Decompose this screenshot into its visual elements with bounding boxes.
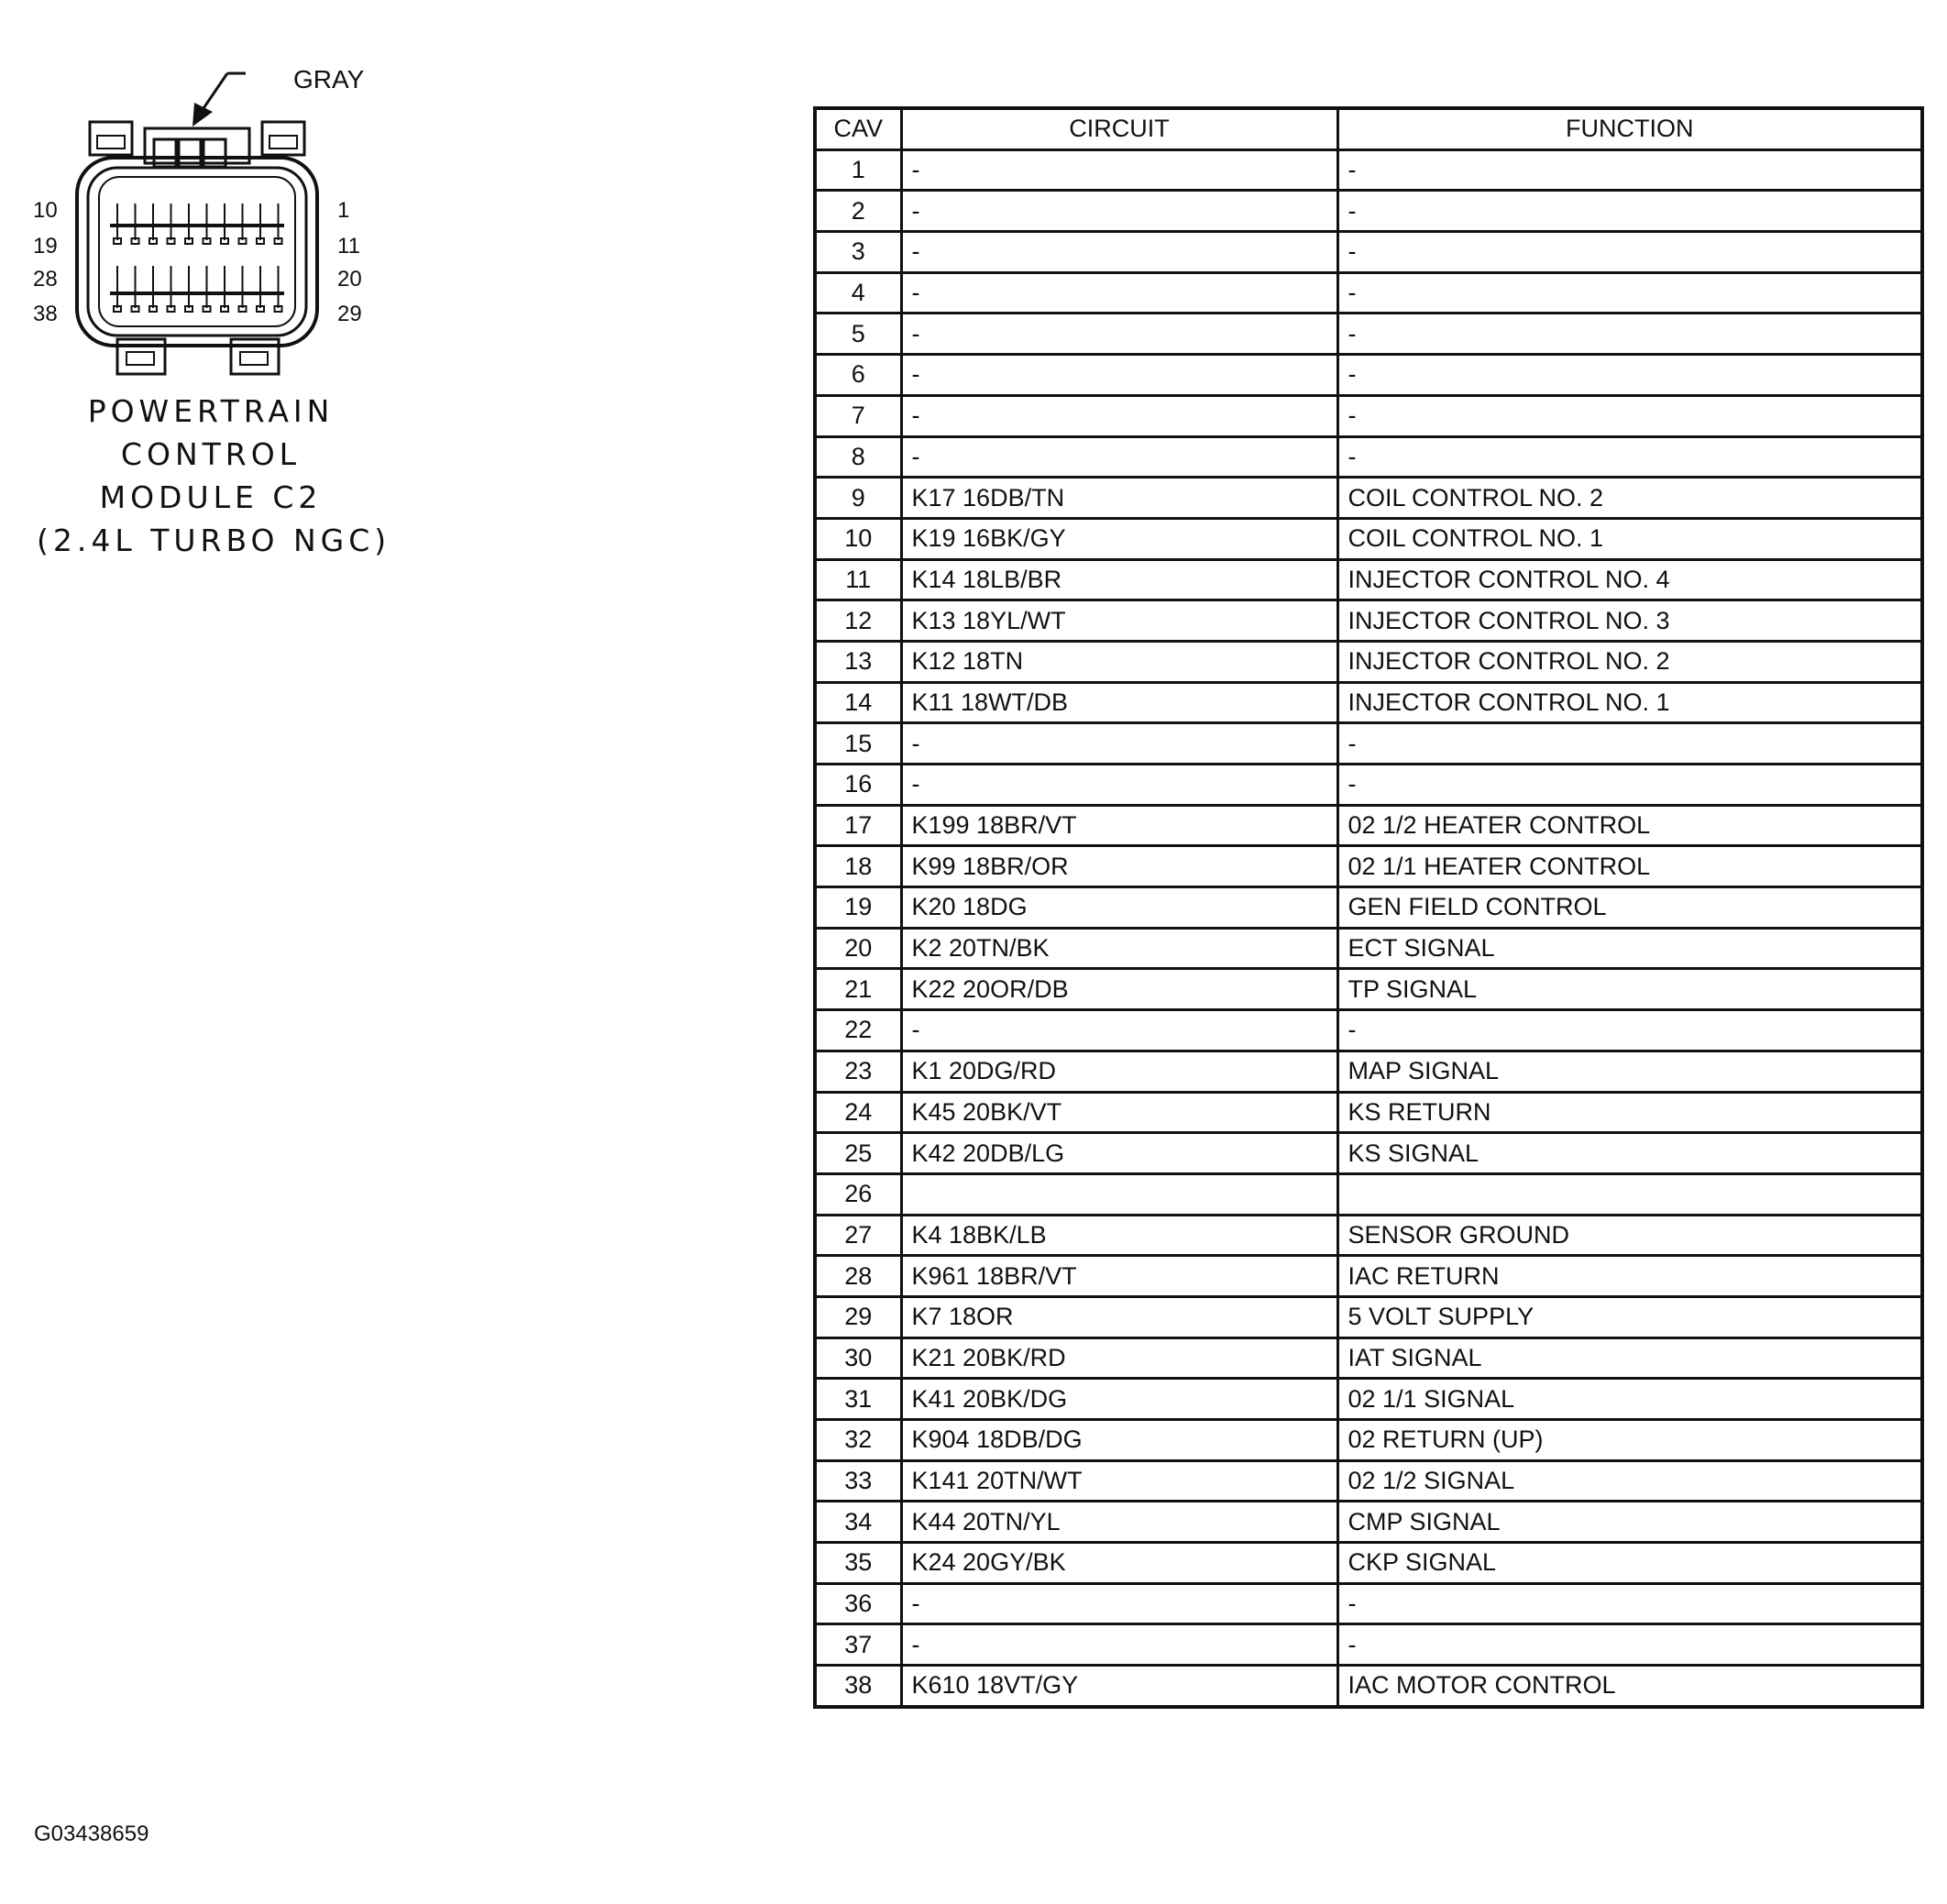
circuit-cell: K41 20BK/DG	[901, 1379, 1337, 1420]
pin-label-38: 38	[33, 302, 58, 326]
function-cell: 02 1/2 SIGNAL	[1337, 1460, 1922, 1502]
table-row	[815, 846, 1922, 887]
header-circuit: CIRCUIT	[901, 108, 1337, 149]
pinout-table	[813, 106, 1924, 1709]
figure-id: G03438659	[34, 1821, 149, 1846]
circuit-cell: -	[901, 1010, 1337, 1051]
circuit-cell: -	[901, 765, 1337, 806]
table-row	[815, 1215, 1922, 1256]
connector-pin-tip	[132, 238, 139, 244]
connector-pin-tip	[168, 238, 175, 244]
table-row	[815, 928, 1922, 969]
table-row	[815, 1092, 1922, 1133]
gray-callout-arrow	[200, 73, 246, 114]
circuit-cell: K904 18DB/DG	[901, 1420, 1337, 1461]
function-cell: -	[1337, 723, 1922, 765]
pin-label-19: 19	[33, 234, 58, 259]
table-row	[815, 1256, 1922, 1297]
circuit-cell: K199 18BR/VT	[901, 805, 1337, 846]
circuit-cell: K17 16DB/TN	[901, 478, 1337, 519]
function-cell: -	[1337, 355, 1922, 396]
cav-cell: 26	[815, 1173, 901, 1215]
function-cell: -	[1337, 232, 1922, 273]
table-row	[815, 478, 1922, 519]
table-header-row	[815, 108, 1922, 149]
gray-callout-label: GRAY	[293, 65, 365, 94]
table-row	[815, 436, 1922, 478]
cav-cell: 13	[815, 641, 901, 682]
cav-cell: 30	[815, 1337, 901, 1379]
cav-cell: 2	[815, 191, 901, 232]
table-row	[815, 1420, 1922, 1461]
connector-pin-tip	[114, 306, 121, 312]
cav-cell: 27	[815, 1215, 901, 1256]
cav-cell: 19	[815, 887, 901, 929]
table-row	[815, 641, 1922, 682]
function-cell: -	[1337, 149, 1922, 191]
function-cell: COIL CONTROL NO. 1	[1337, 518, 1922, 559]
cav-cell: 31	[815, 1379, 901, 1420]
connector-pin-tip	[275, 238, 282, 244]
table-row	[815, 765, 1922, 806]
connector-pin-tip	[275, 306, 282, 312]
cav-cell: 3	[815, 232, 901, 273]
function-cell: MAP SIGNAL	[1337, 1051, 1922, 1092]
cav-cell: 35	[815, 1543, 901, 1584]
circuit-cell: K610 18VT/GY	[901, 1666, 1337, 1707]
connector-pin-tip	[204, 238, 211, 244]
function-cell: IAC MOTOR CONTROL	[1337, 1666, 1922, 1707]
connector-pin-tip	[185, 306, 192, 312]
connector-pin-tip	[239, 238, 247, 244]
circuit-cell: -	[901, 1624, 1337, 1666]
table-row	[815, 314, 1922, 355]
function-cell: INJECTOR CONTROL NO. 1	[1337, 682, 1922, 723]
table-row	[815, 395, 1922, 436]
cav-cell: 1	[815, 149, 901, 191]
circuit-cell: K7 18OR	[901, 1296, 1337, 1337]
function-cell: KS SIGNAL	[1337, 1133, 1922, 1174]
connector-pin-tip	[204, 306, 211, 312]
function-cell: TP SIGNAL	[1337, 969, 1922, 1010]
circuit-cell: K4 18BK/LB	[901, 1215, 1337, 1256]
cav-cell: 5	[815, 314, 901, 355]
table-row	[815, 1051, 1922, 1092]
cav-cell: 29	[815, 1296, 901, 1337]
function-cell: -	[1337, 1010, 1922, 1051]
pin-label-29: 29	[337, 302, 362, 326]
circuit-cell: K99 18BR/OR	[901, 846, 1337, 887]
table-row	[815, 191, 1922, 232]
callout-arrowhead	[192, 103, 213, 127]
function-cell: 02 1/1 SIGNAL	[1337, 1379, 1922, 1420]
header-cav: CAV	[815, 108, 901, 149]
circuit-cell	[901, 1173, 1337, 1215]
circuit-cell: -	[901, 314, 1337, 355]
connector-housing	[77, 158, 317, 346]
function-cell: SENSOR GROUND	[1337, 1215, 1922, 1256]
function-cell: 02 1/1 HEATER CONTROL	[1337, 846, 1922, 887]
table-row	[815, 518, 1922, 559]
pin-label-28: 28	[33, 267, 58, 292]
function-cell: -	[1337, 272, 1922, 314]
cav-cell: 36	[815, 1583, 901, 1624]
connector-pin-tip	[221, 238, 228, 244]
function-cell: KS RETURN	[1337, 1092, 1922, 1133]
circuit-cell: K11 18WT/DB	[901, 682, 1337, 723]
cav-cell: 28	[815, 1256, 901, 1297]
function-cell: INJECTOR CONTROL NO. 4	[1337, 559, 1922, 600]
table-row	[815, 1543, 1922, 1584]
circuit-cell: K961 18BR/VT	[901, 1256, 1337, 1297]
table-row	[815, 682, 1922, 723]
table-row	[815, 272, 1922, 314]
cav-cell: 33	[815, 1460, 901, 1502]
title-line-4: (2.4L TURBO NGC)	[37, 523, 391, 558]
connector-pin-tip	[257, 306, 264, 312]
table-row	[815, 600, 1922, 642]
function-cell: CMP SIGNAL	[1337, 1502, 1922, 1543]
circuit-cell: K141 20TN/WT	[901, 1460, 1337, 1502]
function-cell: IAC RETURN	[1337, 1256, 1922, 1297]
cav-cell: 7	[815, 395, 901, 436]
circuit-cell: K42 20DB/LG	[901, 1133, 1337, 1174]
pin-label-10: 10	[33, 198, 58, 223]
pin-label-1: 1	[337, 198, 350, 223]
cav-cell: 37	[815, 1624, 901, 1666]
table-row	[815, 1379, 1922, 1420]
function-cell: 02 RETURN (UP)	[1337, 1420, 1922, 1461]
cav-cell: 25	[815, 1133, 901, 1174]
connector-pin-tip	[239, 306, 247, 312]
table-row	[815, 355, 1922, 396]
connector-pin-tip	[114, 238, 121, 244]
cav-cell: 38	[815, 1666, 901, 1707]
circuit-cell: K19 16BK/GY	[901, 518, 1337, 559]
circuit-cell: -	[901, 436, 1337, 478]
function-cell: -	[1337, 1624, 1922, 1666]
cav-cell: 15	[815, 723, 901, 765]
cav-cell: 9	[815, 478, 901, 519]
circuit-cell: -	[901, 191, 1337, 232]
cav-cell: 4	[815, 272, 901, 314]
pin-label-20: 20	[337, 267, 362, 292]
cav-cell: 11	[815, 559, 901, 600]
connector-pin-tip	[221, 306, 228, 312]
table-row	[815, 1460, 1922, 1502]
table-row	[815, 1296, 1922, 1337]
pin-label-11: 11	[337, 234, 360, 259]
circuit-cell: K24 20GY/BK	[901, 1543, 1337, 1584]
function-cell: -	[1337, 191, 1922, 232]
connector-pin-tip	[132, 306, 139, 312]
circuit-cell: K22 20OR/DB	[901, 969, 1337, 1010]
function-cell: -	[1337, 395, 1922, 436]
table-row	[815, 232, 1922, 273]
connector-title	[37, 390, 391, 562]
circuit-cell: -	[901, 232, 1337, 273]
function-cell: -	[1337, 314, 1922, 355]
table-row	[815, 887, 1922, 929]
circuit-cell: K21 20BK/RD	[901, 1337, 1337, 1379]
function-cell: -	[1337, 765, 1922, 806]
cav-cell: 10	[815, 518, 901, 559]
table-row	[815, 1010, 1922, 1051]
function-cell: GEN FIELD CONTROL	[1337, 887, 1922, 929]
function-cell: 02 1/2 HEATER CONTROL	[1337, 805, 1922, 846]
table-row	[815, 723, 1922, 765]
circuit-cell: K20 18DG	[901, 887, 1337, 929]
cav-cell: 12	[815, 600, 901, 642]
circuit-cell: K2 20TN/BK	[901, 928, 1337, 969]
circuit-cell: K1 20DG/RD	[901, 1051, 1337, 1092]
header-function: FUNCTION	[1337, 108, 1922, 149]
cav-cell: 6	[815, 355, 901, 396]
circuit-cell: -	[901, 723, 1337, 765]
cav-cell: 24	[815, 1092, 901, 1133]
circuit-cell: -	[901, 395, 1337, 436]
function-cell: COIL CONTROL NO. 2	[1337, 478, 1922, 519]
cav-cell: 14	[815, 682, 901, 723]
cav-cell: 23	[815, 1051, 901, 1092]
title-line-3: MODULE C2	[99, 479, 323, 515]
circuit-cell: K44 20TN/YL	[901, 1502, 1337, 1543]
circuit-cell: K12 18TN	[901, 641, 1337, 682]
function-cell: -	[1337, 436, 1922, 478]
circuit-cell: -	[901, 272, 1337, 314]
connector-pin-tip	[149, 306, 157, 312]
table-row	[815, 1133, 1922, 1174]
circuit-cell: K14 18LB/BR	[901, 559, 1337, 600]
table-row	[815, 1624, 1922, 1666]
cav-cell: 21	[815, 969, 901, 1010]
connector-pin-tip	[185, 238, 192, 244]
table-row	[815, 1337, 1922, 1379]
function-cell: INJECTOR CONTROL NO. 2	[1337, 641, 1922, 682]
cav-cell: 34	[815, 1502, 901, 1543]
function-cell	[1337, 1173, 1922, 1215]
circuit-cell: K13 18YL/WT	[901, 600, 1337, 642]
cav-cell: 22	[815, 1010, 901, 1051]
function-cell: CKP SIGNAL	[1337, 1543, 1922, 1584]
function-cell: -	[1337, 1583, 1922, 1624]
cav-cell: 16	[815, 765, 901, 806]
table-row	[815, 559, 1922, 600]
table-row	[815, 969, 1922, 1010]
cav-cell: 8	[815, 436, 901, 478]
title-line-2: CONTROL	[120, 436, 302, 472]
circuit-cell: -	[901, 149, 1337, 191]
circuit-cell: -	[901, 355, 1337, 396]
table-row	[815, 1583, 1922, 1624]
table-row	[815, 1666, 1922, 1707]
table-row	[815, 1502, 1922, 1543]
cav-cell: 18	[815, 846, 901, 887]
table-row	[815, 805, 1922, 846]
connector-pin-tip	[149, 238, 157, 244]
circuit-cell: -	[901, 1583, 1337, 1624]
title-line-1: POWERTRAIN	[87, 393, 335, 429]
table-row	[815, 1173, 1922, 1215]
circuit-cell: K45 20BK/VT	[901, 1092, 1337, 1133]
function-cell: INJECTOR CONTROL NO. 3	[1337, 600, 1922, 642]
function-cell: ECT SIGNAL	[1337, 928, 1922, 969]
cav-cell: 32	[815, 1420, 901, 1461]
connector-pin-tip	[257, 238, 264, 244]
table-row	[815, 149, 1922, 191]
connector-pin-tip	[168, 306, 175, 312]
cav-cell: 20	[815, 928, 901, 969]
connector-diagram	[0, 0, 385, 394]
cav-cell: 17	[815, 805, 901, 846]
function-cell: IAT SIGNAL	[1337, 1337, 1922, 1379]
function-cell: 5 VOLT SUPPLY	[1337, 1296, 1922, 1337]
